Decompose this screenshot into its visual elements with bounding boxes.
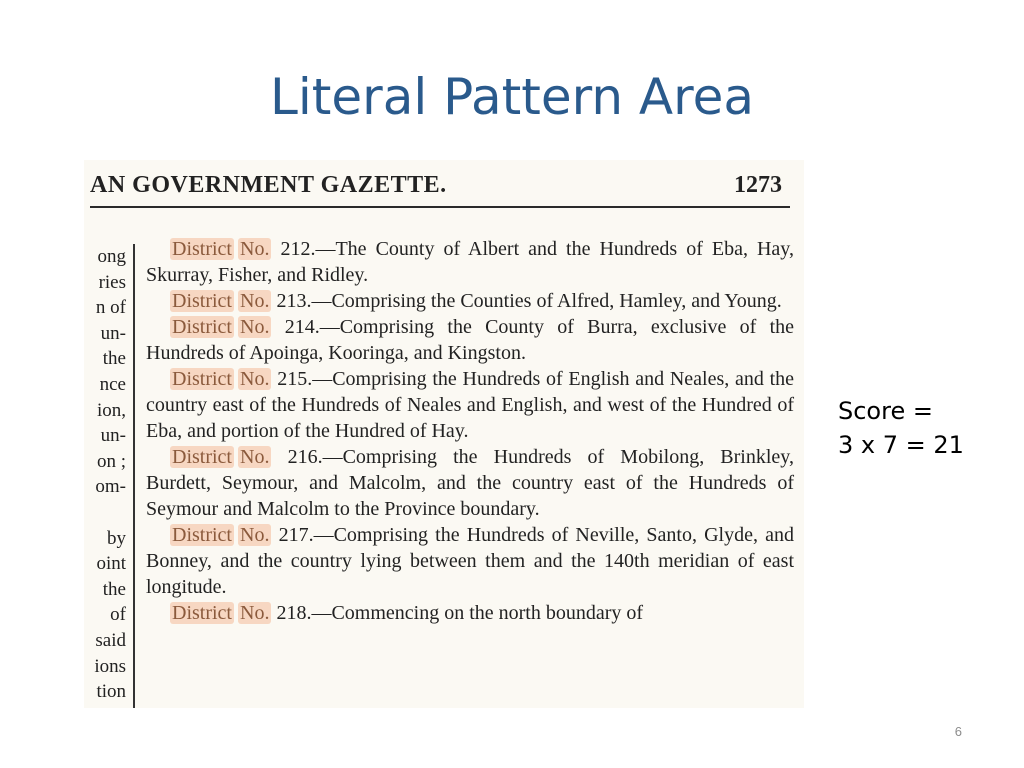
entry-text: Comprising the Hundreds of English and Neales, and the country east of the Hundreds of Neales and English, and west of the Hundred of Eba, and portion of the Hundred of Hay. [146, 368, 795, 442]
left-fragment: of [110, 604, 126, 626]
entry-text: Commencing on the north boundary of [331, 602, 644, 624]
left-fragment: om- [95, 476, 126, 498]
highlight-term: District [172, 368, 232, 390]
gazette-title: AN GOVERNMENT GAZETTE. [90, 172, 447, 198]
entry-text: Comprising the County of Burra, exclusive of the Hundreds of Apoinga, Kooringa, and Kingston. [146, 316, 794, 364]
district-entry [146, 444, 794, 522]
left-fragment: ries [98, 271, 126, 293]
left-fragment: tion [96, 681, 126, 703]
left-fragment: un- [100, 425, 126, 447]
entry-number: 213.— [276, 290, 332, 312]
left-fragment: n of [95, 297, 126, 319]
column-rule [133, 244, 135, 708]
entry-text: Comprising the Hundreds of Mobilong, Brinkley, Burdett, Seymour, and Malcolm, and the country east of the Hundreds of Seymour and Malcolm to the Province boundary. [146, 446, 794, 520]
left-fragment: nce [99, 373, 126, 395]
highlight-term: District [172, 290, 232, 312]
highlight-term: No. [240, 238, 270, 260]
district-entries [146, 236, 794, 626]
entry-number: 215.— [277, 368, 333, 390]
entry-text: Comprising the Counties of Alfred, Hamley, and Young. [331, 290, 782, 312]
left-fragment: the [102, 348, 126, 370]
score-box [838, 394, 964, 462]
district-entry [146, 366, 794, 444]
gazette-masthead [90, 172, 790, 208]
highlight-term: No. [240, 368, 270, 390]
slide-page-number: 6 [954, 724, 962, 739]
district-entry [146, 288, 794, 314]
district-entry [146, 314, 794, 366]
left-fragment [88, 500, 126, 526]
highlight-term: District [172, 238, 232, 260]
left-fragment: ong [97, 246, 126, 267]
entry-number: 212.— [280, 238, 336, 260]
entry-number: 214.— [284, 316, 340, 338]
district-entry [146, 236, 794, 288]
entry-number: 217.— [278, 524, 334, 546]
slide-title: Literal Pattern Area [270, 68, 754, 126]
left-column-fragments [88, 244, 126, 705]
highlight-term: No. [240, 524, 270, 546]
gazette-page-number: 1273 [734, 172, 782, 198]
left-fragment: oint [96, 553, 126, 575]
left-fragment: on ; [96, 450, 126, 472]
left-fragment: ions [94, 655, 126, 677]
left-fragment: the [102, 578, 126, 600]
highlight-term: District [172, 524, 232, 546]
left-fragment: ion, [96, 399, 126, 421]
entry-text: Comprising the Hundreds of Neville, Santo, Glyde, and Bonney, and the country lying between them and the 140th meridian of east longitude. [146, 524, 794, 598]
district-entry [146, 600, 794, 626]
entry-number: 216.— [287, 446, 343, 468]
highlight-term: District [172, 316, 232, 338]
left-fragment: said [95, 629, 126, 651]
highlight-term: No. [240, 316, 270, 338]
score-formula: 3 x 7 = 21 [838, 431, 964, 459]
highlight-term: No. [240, 602, 270, 624]
highlight-term: No. [240, 446, 270, 468]
district-entry [146, 522, 794, 600]
entry-number: 218.— [276, 602, 332, 624]
left-fragment: un- [100, 322, 126, 344]
score-label: Score = [838, 397, 933, 425]
highlight-term: No. [240, 290, 270, 312]
highlight-term: District [172, 602, 232, 624]
gazette-scan [84, 160, 804, 708]
highlight-term: District [172, 446, 232, 468]
left-fragment: by [107, 527, 126, 549]
entry-text: The County of Albert and the Hundreds of Eba, Hay, Skurray, Fisher, and Ridley. [146, 238, 795, 286]
